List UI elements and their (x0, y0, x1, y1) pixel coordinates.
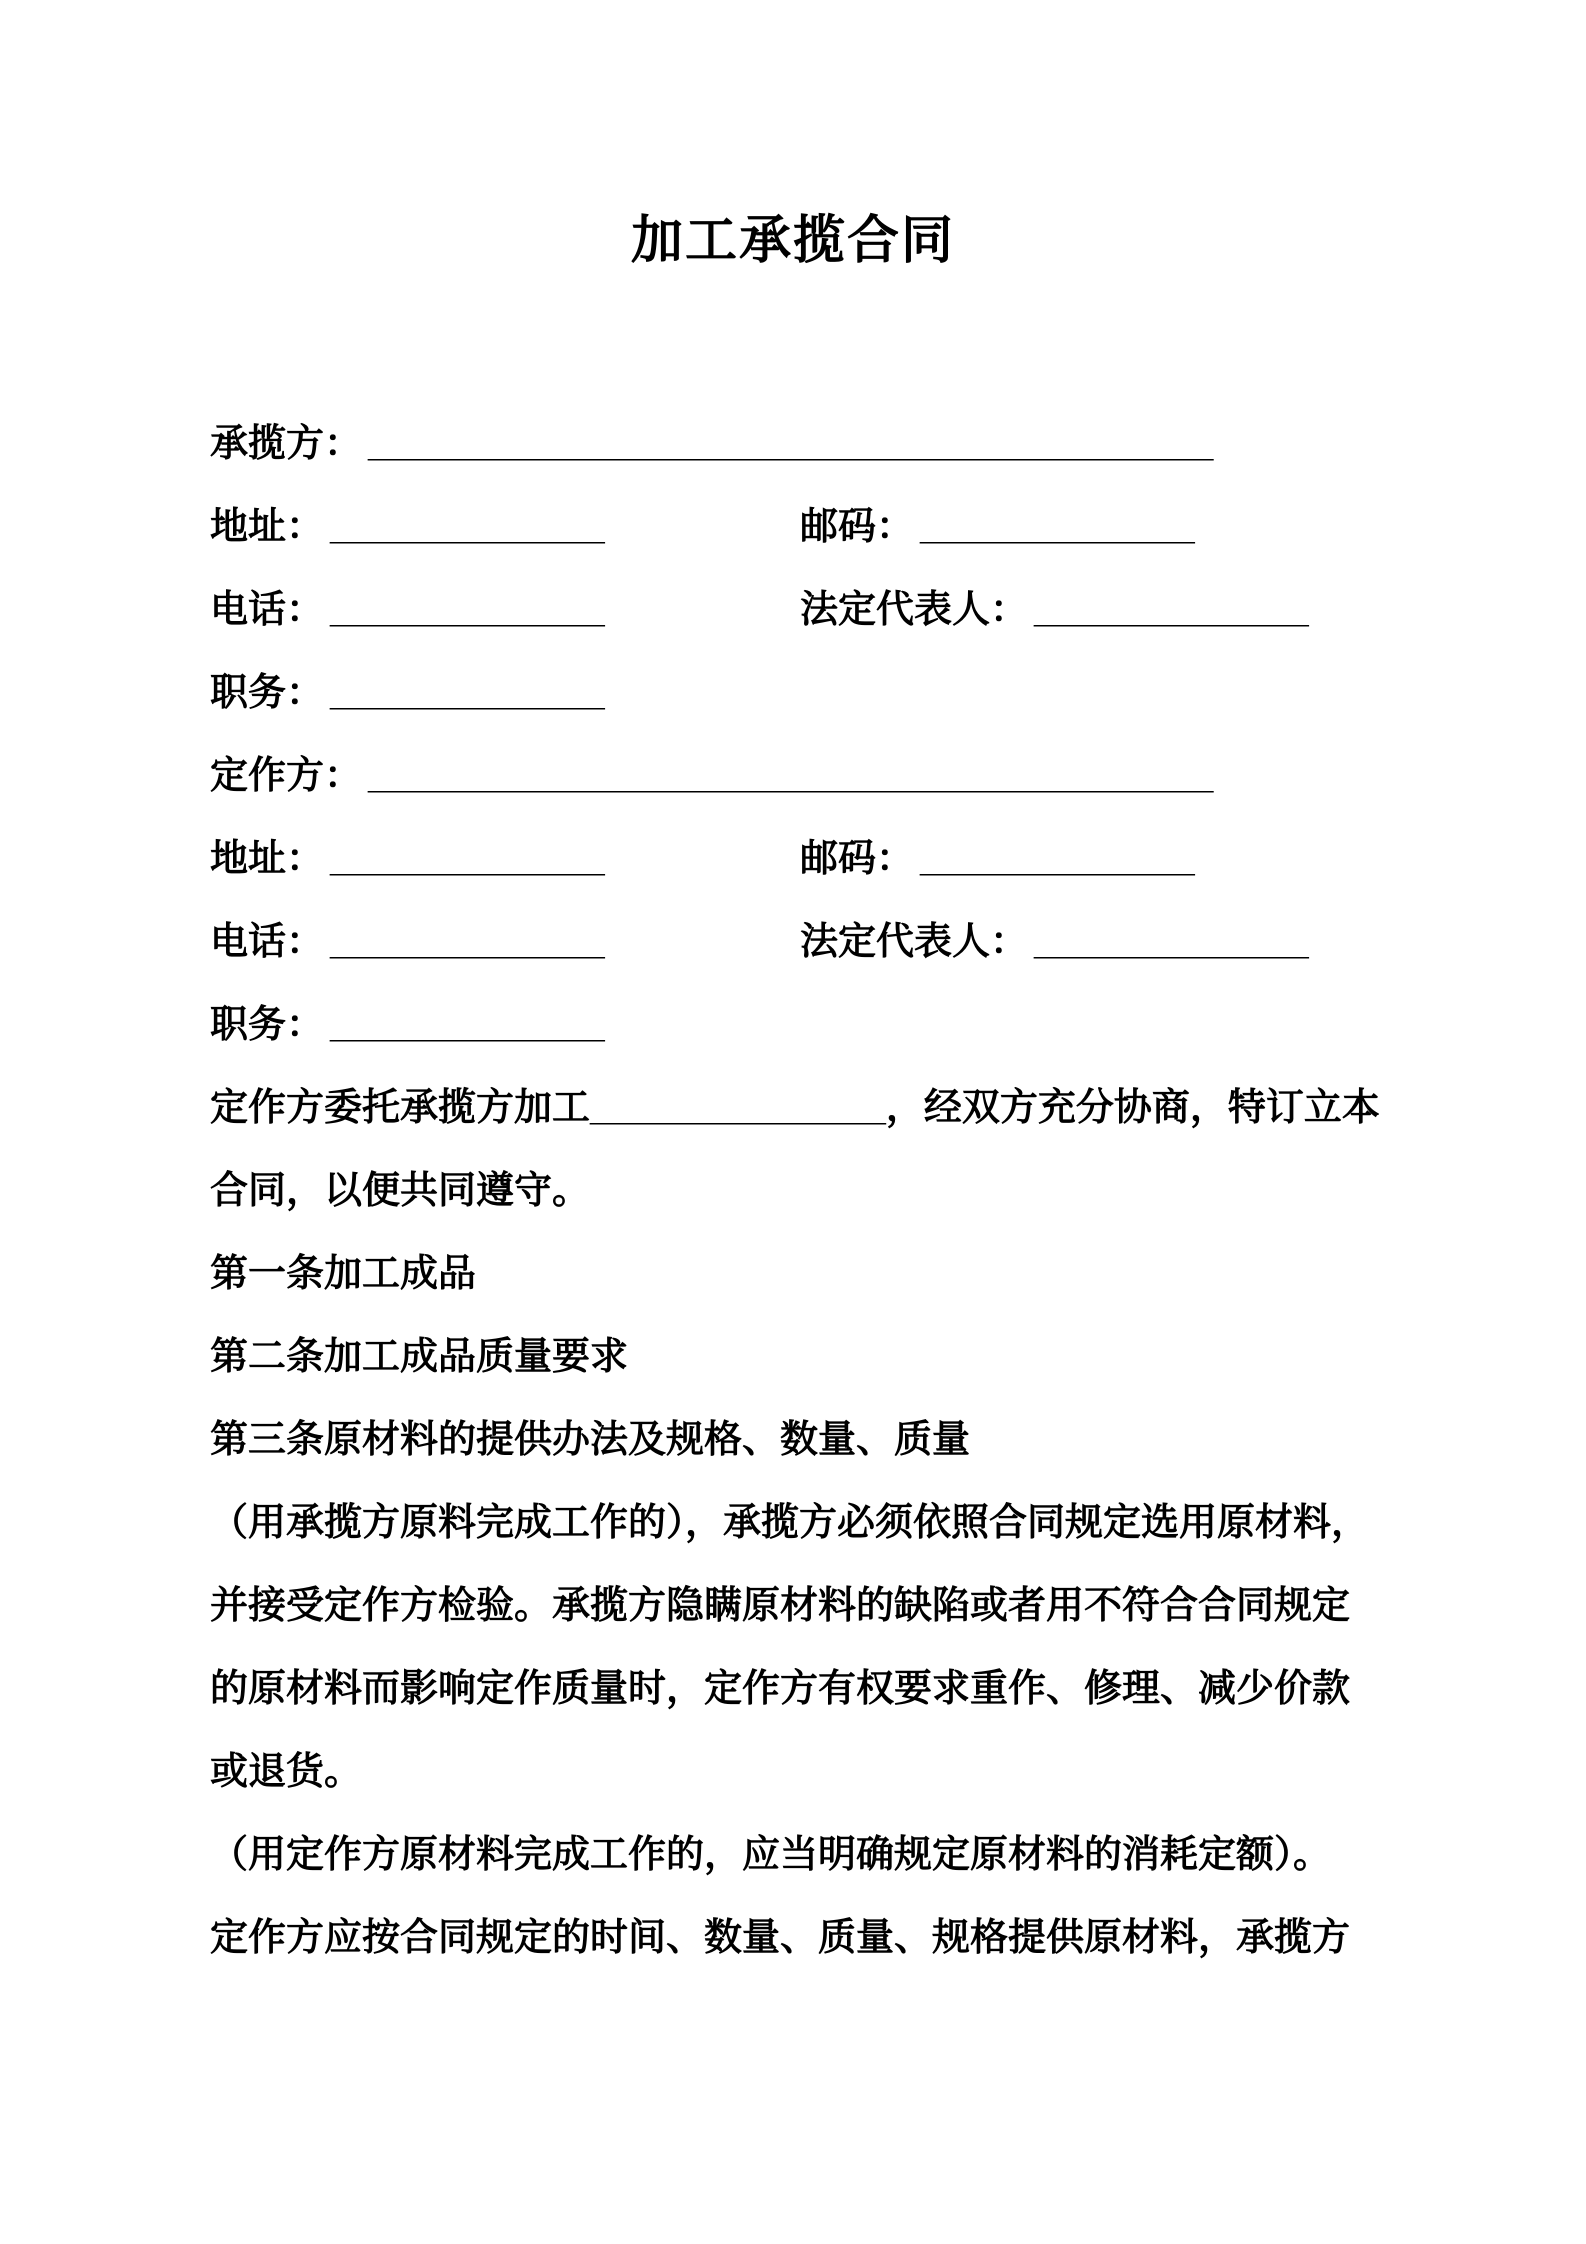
orderer-duty-row (210, 984, 1490, 1067)
orderer-name-row (210, 735, 1490, 818)
page-title: 加工承揽合同 (630, 212, 955, 270)
contractor-name-label: 承揽方： (210, 423, 363, 465)
zip-label: 邮码： (800, 838, 915, 880)
zip-label: 邮码： (800, 506, 915, 548)
legal-rep-label: 法定代表人： (800, 921, 1029, 963)
contract-clause-line: 第三条原材料的提供办法及规格、数量、质量 (210, 1419, 971, 1461)
zip-blank-line: _____________ (920, 506, 1195, 548)
contract-clause-line: 第二条加工成品质量要求 (210, 1336, 629, 1378)
intro-text-pre: 定作方委托承揽方加工 (210, 1087, 591, 1129)
intro-blank-line: ______________ (590, 1087, 886, 1129)
zip-field (800, 486, 1195, 569)
orderer-address-zip-row (210, 818, 1490, 901)
contract-clause-line: 定作方应按合同规定的时间、数量、质量、规格提供原材料，承揽方 (210, 1917, 1351, 1959)
contract-clause-line: 并接受定作方检验。承揽方隐瞒原材料的缺陷或者用不符合合同规定 (210, 1585, 1351, 1627)
orderer-name-blank-line: ________________________________________ (368, 755, 1214, 797)
duty-blank-line: _____________ (330, 672, 605, 714)
contractor-name-blank-line: ________________________________________ (368, 423, 1214, 465)
contractor-phone-rep-row (210, 569, 1490, 652)
duty-label: 职务： (210, 672, 325, 714)
duty-blank-line: _____________ (330, 1004, 605, 1046)
address-blank-line: _____________ (330, 838, 605, 880)
contractor-name-row (210, 403, 1490, 486)
phone-blank-line: _____________ (330, 921, 605, 963)
address-label: 地址： (210, 838, 325, 880)
contract-clause-line: 的原材料而影响定作质量时，定作方有权要求重作、修理、减少价款 (210, 1668, 1351, 1710)
zip-field (800, 818, 1195, 901)
contractor-duty-row (210, 652, 1490, 735)
legal-rep-field (800, 569, 1309, 652)
intro-text-post: ，经双方充分协商，特订立本 (885, 1087, 1380, 1129)
duty-label: 职务： (210, 1004, 325, 1046)
contract-clause-line: 合同，以便共同遵守。 (210, 1170, 591, 1212)
contract-clause-line: 或退货。 (210, 1751, 363, 1793)
document-body (210, 403, 1490, 1980)
contract-clause-line: （用承揽方原料完成工作的），承揽方必须依照合同规定选用原材料， (210, 1502, 1370, 1544)
contractor-address-zip-row (210, 486, 1490, 569)
phone-blank-line: _____________ (330, 589, 605, 631)
legal-rep-blank-line: _____________ (1034, 921, 1309, 963)
orderer-name-label: 定作方： (210, 755, 363, 797)
address-blank-line: _____________ (330, 506, 605, 548)
contract-clause-line: 第一条加工成品 (210, 1253, 477, 1295)
contract-intro-line (210, 1067, 1490, 1150)
phone-label: 电话： (210, 921, 325, 963)
legal-rep-label: 法定代表人： (800, 589, 1029, 631)
address-label: 地址： (210, 506, 325, 548)
legal-rep-blank-line: _____________ (1034, 589, 1309, 631)
contract-clause-line: （用定作方原材料完成工作的，应当明确规定原材料的消耗定额）。 (210, 1834, 1332, 1876)
orderer-phone-rep-row (210, 901, 1490, 984)
phone-label: 电话： (210, 589, 325, 631)
zip-blank-line: _____________ (920, 838, 1195, 880)
legal-rep-field (800, 901, 1309, 984)
